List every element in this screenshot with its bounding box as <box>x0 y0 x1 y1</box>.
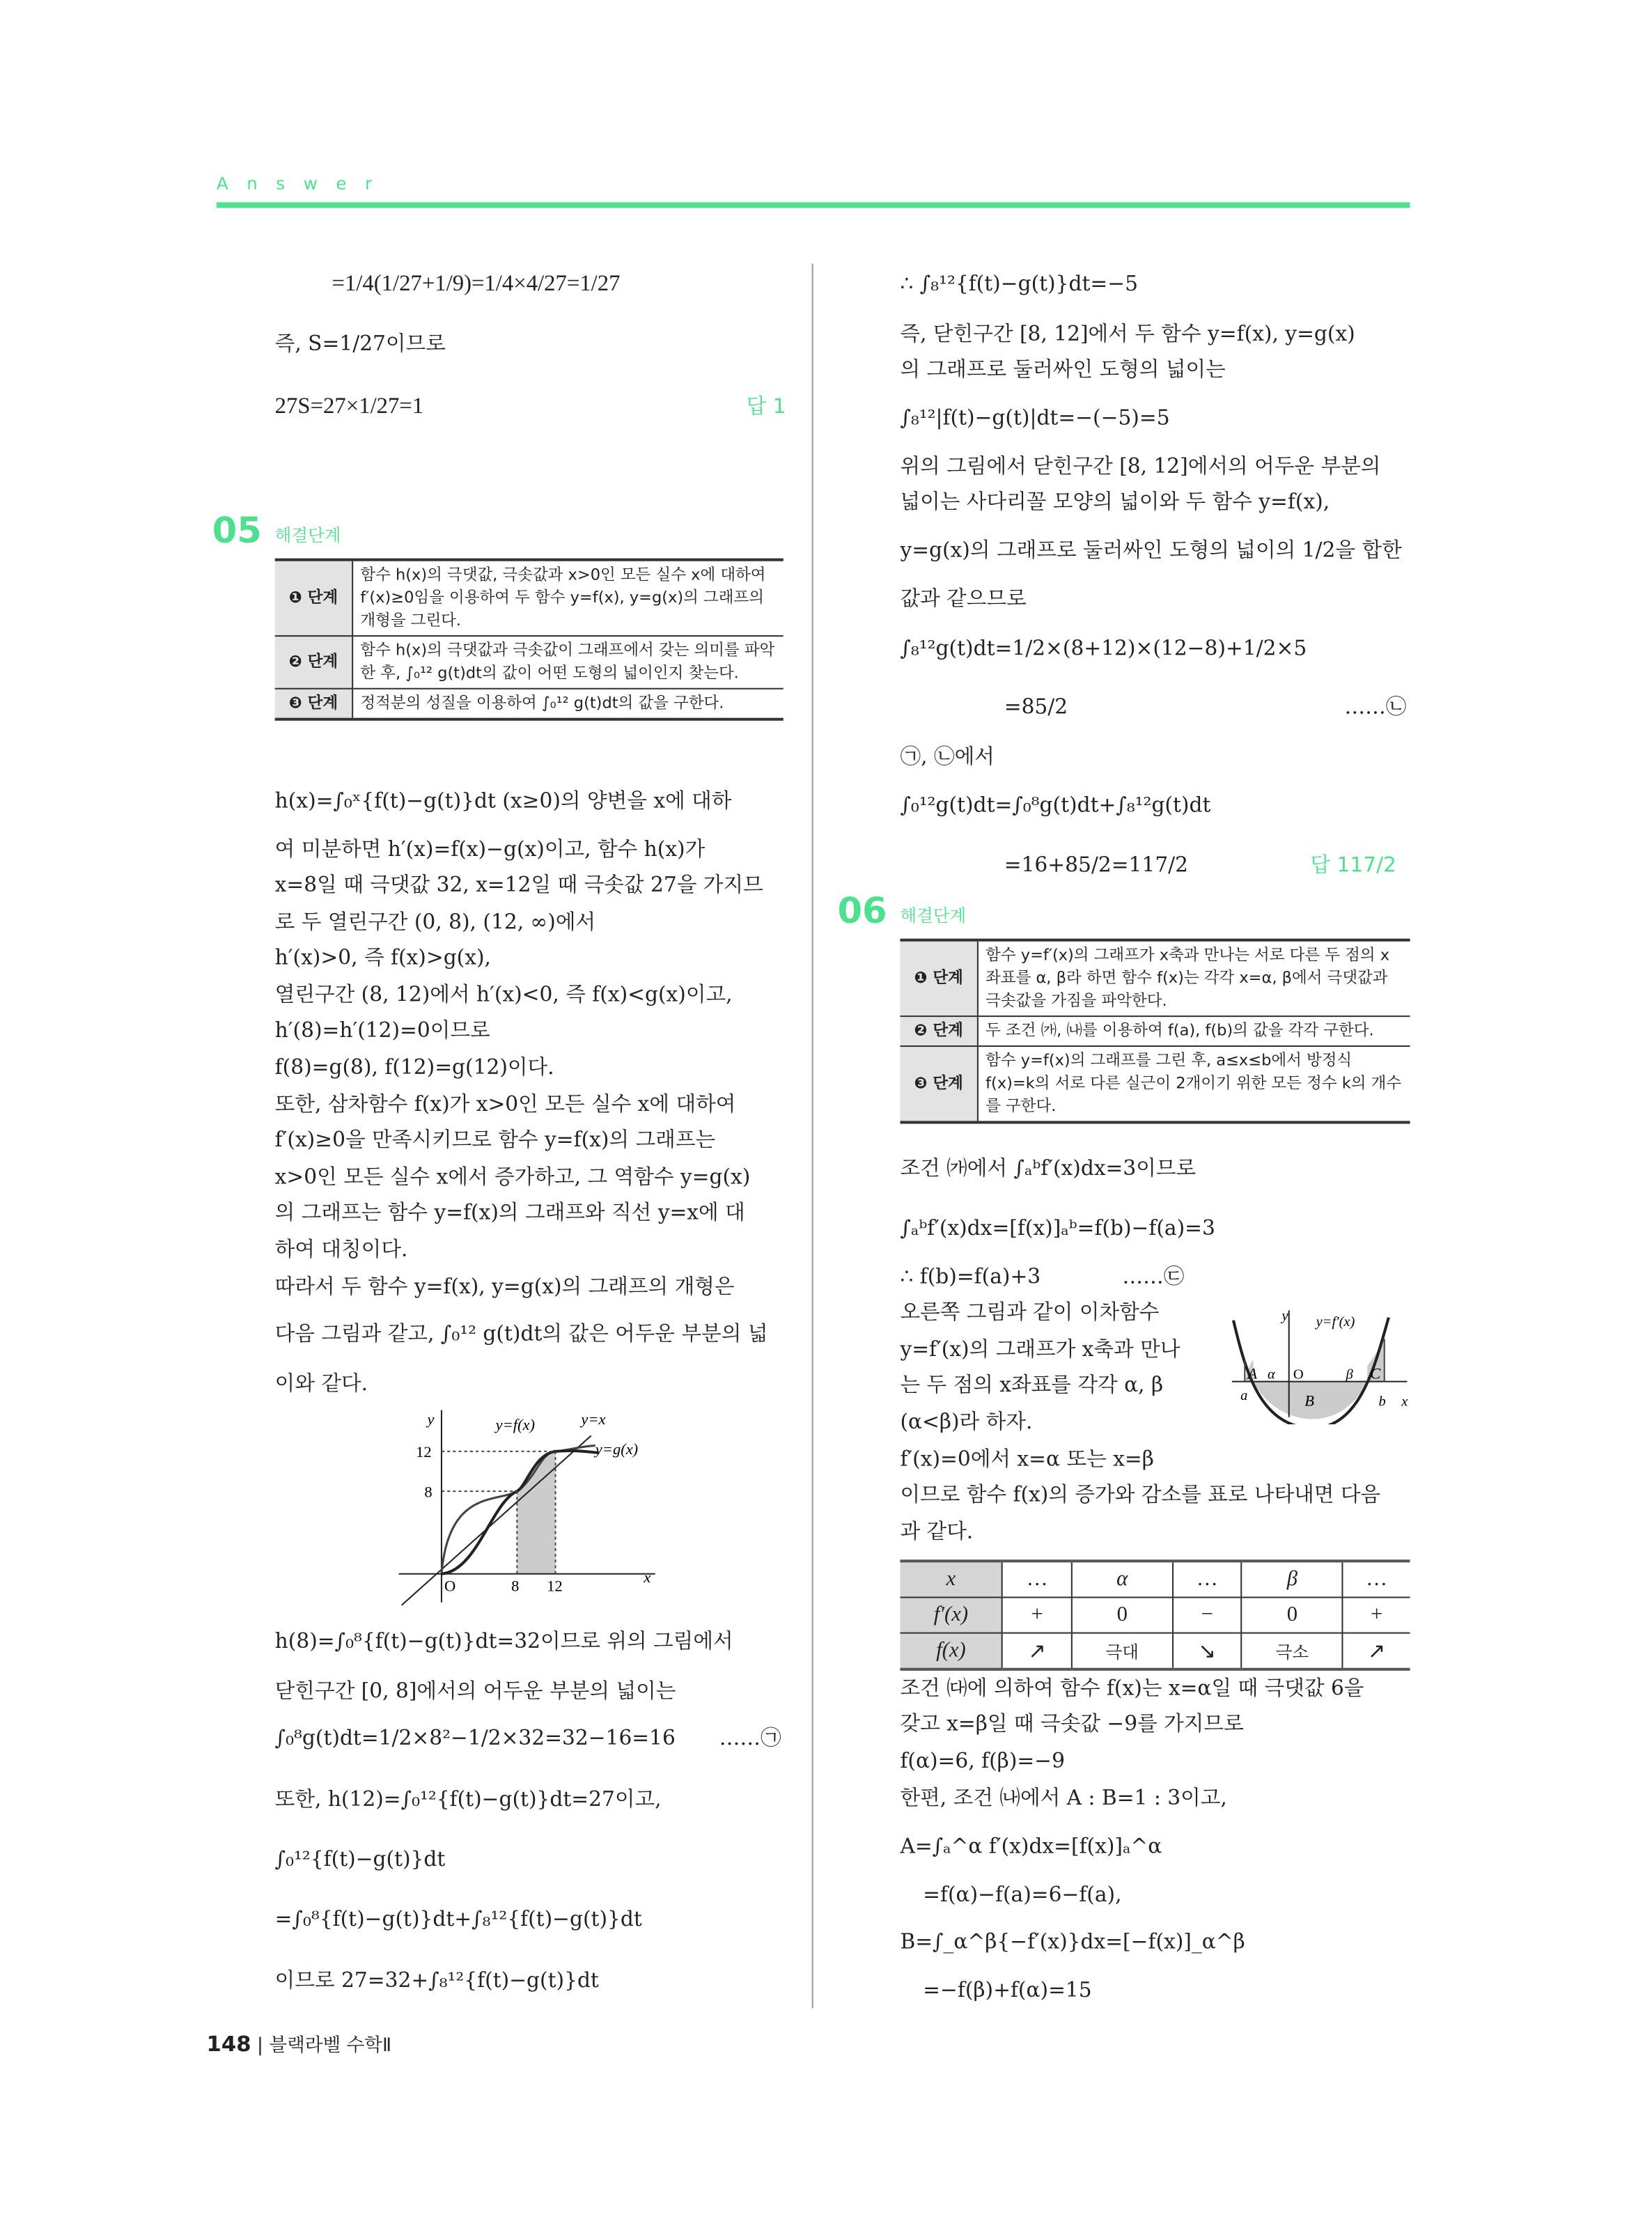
cell: … <box>1002 1561 1071 1597</box>
equation-mark: ……㉢ <box>1122 1266 1185 1289</box>
text-line: 이므로 27=32+∫₈¹²{f(t)−g(t)}dt <box>274 1970 599 1993</box>
eq-line: =f(α)−f(a)=6−f(a), <box>923 1884 1122 1908</box>
text-line: 또한, 삼차함수 f(x)가 x>0인 모든 실수 x에 대하여 <box>274 1093 736 1117</box>
table-row <box>900 1597 1410 1633</box>
step-key: ❷ 단계 <box>900 1016 977 1046</box>
cell: 극대 <box>1072 1633 1173 1669</box>
problem-number: 06 <box>837 890 887 932</box>
eq-line: B=∫_α^β{−f′(x)}dx=[−f(x)]_α^β <box>900 1931 1245 1954</box>
cell: α <box>1072 1561 1173 1597</box>
y-label: y <box>427 1410 435 1428</box>
text-line: 위의 그림에서 닫힌구간 [8, 12]에서의 어두운 부분의 <box>900 455 1381 479</box>
eq-line: f(α)=6, f(β)=−9 <box>900 1750 1065 1774</box>
region-a-label: A <box>1247 1364 1258 1383</box>
text-line: 열린구간 (8, 12)에서 h′(x)<0, 즉 f(x)<g(x)이고, <box>274 984 733 1007</box>
shaded-regions-a-c <box>1245 1339 1384 1381</box>
b-label: b <box>1378 1394 1386 1410</box>
cell: 0 <box>1242 1597 1343 1633</box>
page-number: 148 <box>206 2031 251 2057</box>
step-text: 함수 h(x)의 극댓값, 극솟값과 x>0인 모든 실수 x에 대하여 f′(x)≥0임을 이용하여 두 함수 y=f(x), y=g(x)의 그래프의 개형을 그린다. <box>352 560 784 636</box>
eq-line: A=∫ₐ^α f′(x)dx=[f(x)]ₐ^α <box>900 1836 1162 1859</box>
tick-label: 8 <box>511 1577 520 1595</box>
text-line: y=f′(x)의 그래프가 x축과 만나 <box>900 1339 1180 1362</box>
eq-line: ∫₀⁸g(t)dt=1/2×8²−1/2×32=32−16=16 <box>274 1727 676 1751</box>
eq-line: =1/4(1/27+1/9)=1/4×4/27=1/27 <box>332 272 621 297</box>
column-divider <box>812 263 813 2008</box>
step-key: ❶ 단계 <box>900 940 977 1016</box>
text-line: 이와 같다. <box>274 1373 368 1396</box>
text-line: 다음 그림과 같고, ∫₀¹² g(t)dt의 값은 어두운 부분의 넓 <box>274 1323 768 1346</box>
text-line: 조건 ㈎에서 ∫ₐᵇf′(x)dx=3이므로 <box>900 1158 1197 1181</box>
origin-label: O <box>444 1577 456 1595</box>
text-line: x>0인 모든 실수 x에서 증가하고, 그 역함수 y=g(x) <box>274 1166 751 1190</box>
text-line: 이므로 함수 f(x)의 증가와 감소를 표로 나타내면 다음 <box>900 1483 1381 1507</box>
step-text: 함수 y=f′(x)의 그래프가 x축과 만나는 서로 다른 두 점의 x좌표를 α, β라 하면 함수 f(x)는 각각 x=α, β에서 극댓값과 극솟값을 가짐을 파악한다. <box>978 940 1410 1016</box>
cell: x <box>900 1561 1002 1597</box>
line-label: y=x <box>581 1410 606 1428</box>
y-label: y <box>1281 1308 1288 1324</box>
region-b-label: B <box>1304 1392 1314 1410</box>
eq-line: 27S=27×1/27=1 <box>274 394 424 419</box>
tick-label: 12 <box>547 1577 563 1595</box>
problem-number: 05 <box>212 510 262 552</box>
curve-g-label: y=g(x) <box>595 1440 639 1458</box>
cell: 극소 <box>1242 1633 1343 1669</box>
cell: + <box>1343 1597 1410 1633</box>
cell: ↗ <box>1343 1633 1410 1669</box>
text-line: 는 두 점의 x좌표를 각각 α, β <box>900 1374 1164 1398</box>
text-line: h′(8)=h′(12)=0이므로 <box>274 1020 490 1043</box>
fprime-graph <box>1225 1303 1417 1424</box>
answer-label: 답 117/2 <box>1310 855 1396 878</box>
text-line: f′(x)=0에서 x=α 또는 x=β <box>900 1448 1154 1472</box>
line-y-eq-x <box>402 1435 591 1605</box>
step-text: 두 조건 ㈎, ㈏를 이용하여 f(a), f(b)의 값을 각각 구한다. <box>978 1016 1410 1046</box>
curve-f-label: y=f(x) <box>495 1416 536 1434</box>
equation-mark: ……㉠ <box>719 1727 781 1751</box>
eq-line: ∫₈¹²|f(t)−g(t)|dt=−(−5)=5 <box>900 407 1170 430</box>
text-line: 한편, 조건 ㈏에서 A : B=1 : 3이고, <box>900 1787 1227 1811</box>
step-key: ❶ 단계 <box>275 560 352 636</box>
x-label: x <box>1401 1394 1408 1410</box>
steps-table <box>275 559 784 721</box>
text-line: 즉, S=1/27이므로 <box>274 333 446 357</box>
eq-line: =∫₀⁸{f(t)−g(t)}dt+∫₈¹²{f(t)−g(t)}dt <box>274 1908 642 1932</box>
text-line: 의 그래프는 함수 y=f(x)의 그래프와 직선 y=x에 대 <box>274 1201 745 1225</box>
step-text: 함수 h(x)의 극댓값과 극솟값이 그래프에서 갖는 의미를 파악한 후, ∫₀¹² g(t)dt의 값이 어떤 도형의 넓이인지 찾는다. <box>352 636 784 689</box>
header-rule <box>217 202 1410 208</box>
text-line: 과 같다. <box>900 1521 974 1544</box>
cell: … <box>1173 1561 1242 1597</box>
text-line: y=g(x)의 그래프로 둘러싸인 도형의 넓이의 1/2을 합한 <box>900 540 1402 563</box>
text-line: f(8)=g(8), f(12)=g(12)이다. <box>274 1057 554 1080</box>
text-line: 즉, 닫힌구간 [8, 12]에서 두 함수 y=f(x), y=g(x) <box>900 323 1355 346</box>
text-line: 넓이는 사다리꼴 모양의 넓이와 두 함수 y=f(x), <box>900 491 1330 515</box>
cell: − <box>1173 1597 1242 1633</box>
text-line: h(x)=∫₀ˣ{f(t)−g(t)}dt (x≥0)의 양변을 x에 대하 <box>274 790 732 813</box>
table-row <box>900 1561 1410 1597</box>
text-line: f′(x)≥0을 만족시키므로 함수 y=f(x)의 그래프는 <box>274 1129 716 1153</box>
solution-steps-label: 해결단계 <box>900 905 967 926</box>
steps-table <box>900 939 1410 1124</box>
eq-line: ∫₀¹²{f(t)−g(t)}dt <box>274 1848 446 1872</box>
step-key: ❸ 단계 <box>900 1046 977 1122</box>
eq-line: ∴ ∫₈¹²{f(t)−g(t)}dt=−5 <box>900 273 1138 297</box>
beta-label: β <box>1346 1366 1353 1383</box>
text-line: 하여 대칭이다. <box>274 1239 408 1262</box>
tick-label: 12 <box>416 1443 432 1461</box>
text-line: 따라서 두 함수 y=f(x), y=g(x)의 그래프의 개형은 <box>274 1276 735 1300</box>
step-key: ❷ 단계 <box>275 636 352 689</box>
cell: ↘ <box>1173 1633 1242 1669</box>
eq-line: =85/2 <box>1004 696 1068 719</box>
step-key: ❸ 단계 <box>275 689 352 719</box>
solution-steps-label: 해결단계 <box>274 525 341 546</box>
region-c-label: C <box>1370 1364 1381 1383</box>
text-line: 여 미분하면 h′(x)=f(x)−g(x)이고, 함수 h(x)가 <box>274 839 706 862</box>
text-line: 의 그래프로 둘러싸인 도형의 넓이는 <box>900 359 1226 382</box>
equation-mark: ……㉡ <box>1344 696 1407 719</box>
book-title: 블랙라벨 수학Ⅱ <box>269 2035 392 2057</box>
eq-line: =16+85/2=117/2 <box>1004 855 1189 878</box>
increase-decrease-table <box>900 1559 1410 1671</box>
text-line: h′(x)>0, 즉 f(x)>g(x), <box>274 947 491 970</box>
text-line: x=8일 때 극댓값 32, x=12일 때 극솟값 27을 가지므 <box>274 874 763 898</box>
text-line: ㉠, ㉡에서 <box>900 746 995 770</box>
text-line: 갖고 x=β일 때 극솟값 −9를 가지므로 <box>900 1713 1244 1736</box>
cell: 0 <box>1072 1597 1173 1633</box>
tick-label: 8 <box>424 1483 433 1501</box>
a-label: a <box>1240 1388 1248 1404</box>
text-line: (α<β)라 하자. <box>900 1411 1033 1435</box>
eq-line: ∫ₐᵇf′(x)dx=[f(x)]ₐᵇ=f(b)−f(a)=3 <box>900 1217 1215 1241</box>
text-line: 조건 ㈐에 의하여 함수 f(x)는 x=α일 때 극댓값 6을 <box>900 1678 1364 1701</box>
step-text: 정적분의 성질을 이용하여 ∫₀¹² g(t)dt의 값을 구한다. <box>352 689 784 719</box>
cell: f(x) <box>900 1633 1002 1669</box>
eq-line: ∫₈¹²g(t)dt=1/2×(8+12)×(12−8)+1/2×5 <box>900 638 1307 661</box>
text-line: 또한, h(12)=∫₀¹²{f(t)−g(t)}dt=27이고, <box>274 1789 662 1812</box>
cell: ↗ <box>1002 1633 1071 1669</box>
x-label: x <box>644 1568 651 1586</box>
eq-line: ∴ f(b)=f(a)+3 <box>900 1266 1041 1289</box>
cell: … <box>1343 1561 1410 1597</box>
text-line: h(8)=∫₀⁸{f(t)−g(t)}dt=32이므로 위의 그림에서 <box>274 1630 733 1654</box>
step-text: 함수 y=f(x)의 그래프를 그린 후, a≤x≤b에서 방정식 f(x)=k의 서로 다른 실근이 2개이기 위한 모든 정수 k의 개수를 구한다. <box>978 1046 1410 1122</box>
page-footer: 148 | 블랙라벨 수학Ⅱ <box>206 2031 392 2057</box>
cell: f′(x) <box>900 1597 1002 1633</box>
answer-label: 답 1 <box>746 396 786 419</box>
curve-label: y=f′(x) <box>1316 1314 1355 1330</box>
answer-header: Answer <box>216 173 391 194</box>
cell: β <box>1242 1561 1343 1597</box>
text-line: 값과 같으므로 <box>900 588 1027 612</box>
fg-graph <box>384 1403 669 1610</box>
eq-line: =−f(β)+f(α)=15 <box>923 1979 1092 2003</box>
origin-label: O <box>1293 1366 1304 1383</box>
table-row <box>900 1633 1410 1669</box>
cell: + <box>1002 1597 1071 1633</box>
text-line: 오른쪽 그림과 같이 이차함수 <box>900 1302 1160 1325</box>
eq-line: ∫₀¹²g(t)dt=∫₀⁸g(t)dt+∫₈¹²g(t)dt <box>900 795 1211 818</box>
text-line: 로 두 열린구간 (0, 8), (12, ∞)에서 <box>274 911 596 935</box>
text-line: 닫힌구간 [0, 8]에서의 어두운 부분의 넓이는 <box>274 1681 676 1704</box>
alpha-label: α <box>1268 1366 1275 1383</box>
